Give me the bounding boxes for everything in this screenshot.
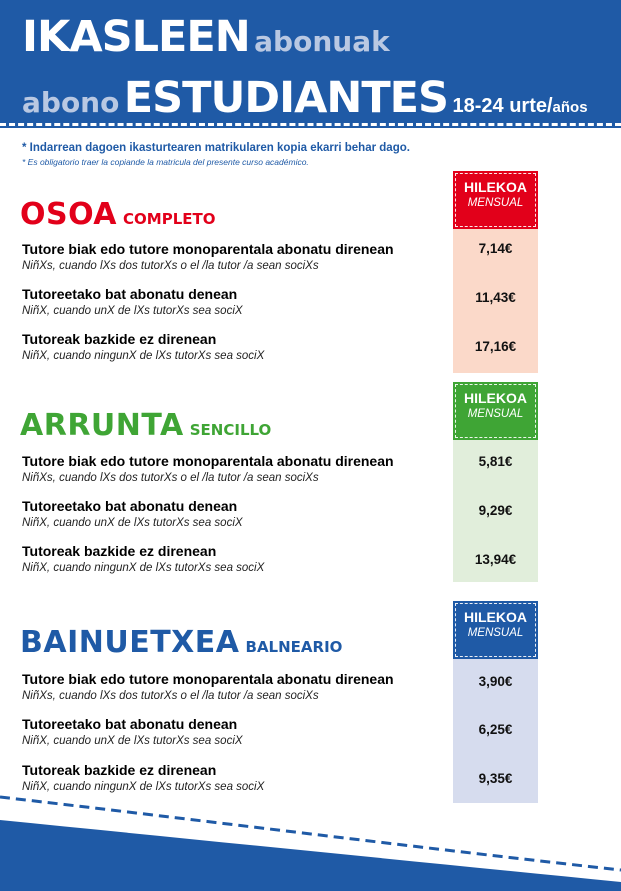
price-value: 6,25€ xyxy=(478,722,513,737)
list-item: Tutoreetako bat abonatu denean NiñX, cuando unX de lXs tutorXs sea sociX xyxy=(22,498,243,529)
price-value: 11,43€ xyxy=(475,290,516,305)
price-value: 5,81€ xyxy=(478,454,513,469)
list-item: Tutoreak bazkide ez direnean NiñX, cuando ningunX de lXs tutorXs sea sociX xyxy=(22,331,265,362)
header-title-spanish: ESTUDIANTES xyxy=(123,73,449,123)
header-line-2 xyxy=(22,73,588,123)
section-title-bainuetxea: BAINUETXEA BALNEARIO xyxy=(20,625,343,660)
note-spanish: * Es obligatorio traer la copiande la matricula del presente curso académico. xyxy=(22,157,309,167)
column-header-sublabel: MENSUAL xyxy=(467,627,524,639)
section-title-osoa: OSOA COMPLETO xyxy=(20,197,216,232)
price-value: 3,90€ xyxy=(478,674,513,689)
footer-wave xyxy=(0,770,621,891)
column-header-sublabel: MENSUAL xyxy=(467,197,524,209)
header-subtitle-spanish: abono xyxy=(22,86,120,119)
column-header-sublabel: MENSUAL xyxy=(467,408,524,420)
column-header-label: HILEKOA xyxy=(464,609,527,625)
price-value: 7,14€ xyxy=(478,241,513,256)
header-banner xyxy=(0,0,621,128)
column-header-label: HILEKOA xyxy=(464,390,527,406)
header-line-1 xyxy=(22,12,390,62)
price-value: 9,29€ xyxy=(478,503,513,518)
column-header-osoa xyxy=(453,171,538,229)
list-item: Tutore biak edo tutore monoparentala abonatu direnean NiñXs, cuando lXs dos tutorXs o el /la tutor /a sean sociXs xyxy=(22,241,394,272)
header-subtitle-basque: abonuak xyxy=(254,25,390,58)
column-header-arrunta xyxy=(453,382,538,440)
list-item: Tutoreetako bat abonatu denean NiñX, cuando unX de lXs tutorXs sea sociX xyxy=(22,716,243,747)
note-basque: * Indarrean dagoen ikasturtearen matrikularen kopia ekarri behar dago. xyxy=(22,142,410,154)
column-header-bainuetxea xyxy=(453,601,538,659)
list-item: Tutore biak edo tutore monoparentala abonatu direnean NiñXs, cuando lXs dos tutorXs o el /la tutor /a sean sociXs xyxy=(22,671,394,702)
price-value: 13,94€ xyxy=(474,552,517,567)
price-value: 9,35€ xyxy=(478,771,513,786)
list-item: Tutoreetako bat abonatu denean NiñX, cuando unX de lXs tutorXs sea sociX xyxy=(22,286,243,317)
header-dashed-border xyxy=(0,123,621,126)
list-item: Tutoreak bazkide ez direnean NiñX, cuando ningunX de lXs tutorXs sea sociX xyxy=(22,762,265,793)
section-title-arrunta: ARRUNTA SENCILLO xyxy=(20,408,272,443)
list-item: Tutore biak edo tutore monoparentala abonatu direnean NiñXs, cuando lXs dos tutorXs o el /la tutor /a sean sociXs xyxy=(22,453,394,484)
price-value: 17,16€ xyxy=(474,339,517,354)
list-item: Tutoreak bazkide ez direnean NiñX, cuando ningunX de lXs tutorXs sea sociX xyxy=(22,543,265,574)
column-header-label: HILEKOA xyxy=(464,179,527,195)
age-range: 18-24 urte/años xyxy=(452,95,588,117)
header-title-basque: IKASLEEN xyxy=(22,12,250,62)
